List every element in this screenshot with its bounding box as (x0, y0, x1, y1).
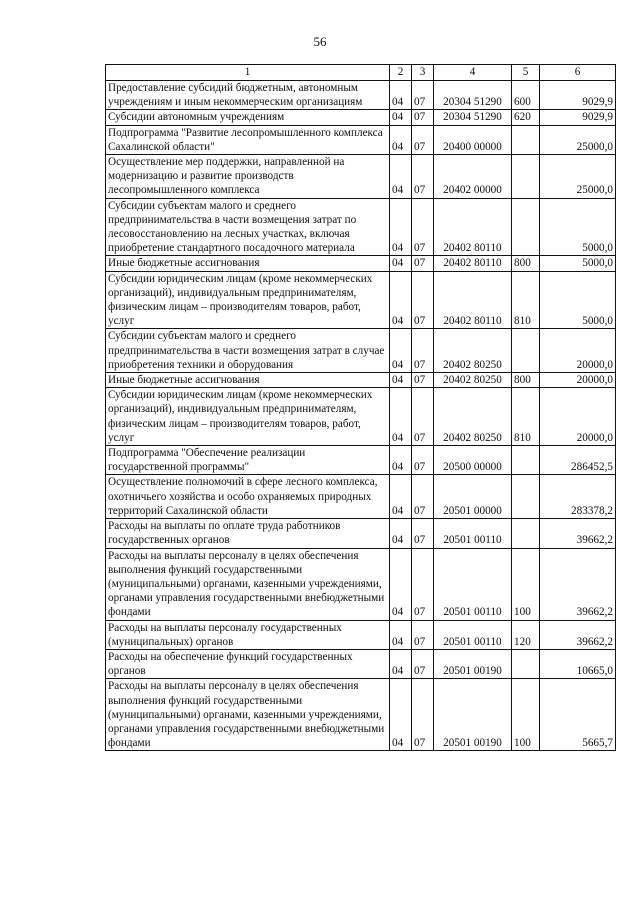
table-row (106, 548, 616, 620)
target-article-code: 20402 00000 (434, 155, 512, 199)
section-code: 04 (390, 329, 412, 373)
subsection-code: 07 (412, 649, 434, 678)
target-article-code: 20402 80110 (434, 198, 512, 256)
row-name: Субсидии юридическим лицам (кроме некоммерческих организаций), индивидуальным предпринимателям, физическим лицам – производителям товаров, работ, услуг (106, 271, 390, 329)
expense-type-code: 810 (512, 388, 540, 446)
amount: 5665,7 (540, 679, 616, 751)
table-row (106, 475, 616, 519)
target-article-code: 20400 00000 (434, 125, 512, 154)
amount: 10665,0 (540, 649, 616, 678)
target-article-code: 20501 00000 (434, 475, 512, 519)
section-code: 04 (390, 125, 412, 154)
section-code: 04 (390, 373, 412, 388)
row-name: Субсидии автономным учреждениям (106, 110, 390, 125)
table-row (106, 125, 616, 154)
section-code: 04 (390, 446, 412, 475)
table-row (106, 81, 616, 110)
subsection-code: 07 (412, 373, 434, 388)
table-row (106, 198, 616, 256)
amount: 39662,2 (540, 548, 616, 620)
subsection-code: 07 (412, 125, 434, 154)
row-name: Подпрограмма "Обеспечение реализации государственной программы" (106, 446, 390, 475)
row-name: Осуществление полномочий в сфере лесного комплекса, охотничьего хозяйства и особо охраняемых природных территорий Сахалинской области (106, 475, 390, 519)
expense-type-code (512, 155, 540, 199)
subsection-code: 07 (412, 548, 434, 620)
subsection-code: 07 (412, 519, 434, 548)
amount: 20000,0 (540, 388, 616, 446)
target-article-code: 20500 00000 (434, 446, 512, 475)
target-article-code: 20304 51290 (434, 81, 512, 110)
section-code: 04 (390, 198, 412, 256)
target-article-code: 20402 80110 (434, 271, 512, 329)
target-article-code: 20501 00190 (434, 679, 512, 751)
target-article-code: 20402 80110 (434, 256, 512, 271)
table-row (106, 329, 616, 373)
subsection-code: 07 (412, 155, 434, 199)
section-code: 04 (390, 271, 412, 329)
row-name: Расходы на выплаты персоналу государственных (муниципальных) органов (106, 620, 390, 649)
column-header-6: 6 (540, 65, 616, 81)
column-header-1: 1 (106, 65, 390, 81)
target-article-code: 20501 00110 (434, 519, 512, 548)
row-name: Расходы на выплаты персоналу в целях обеспечения выполнения функций государственными (муниципальными) органами, казенными учреждениями, органами управления государственными внебюджетными фондами (106, 679, 390, 751)
amount: 25000,0 (540, 155, 616, 199)
table-row (106, 271, 616, 329)
subsection-code: 07 (412, 329, 434, 373)
amount: 286452,5 (540, 446, 616, 475)
section-code: 04 (390, 256, 412, 271)
subsection-code: 07 (412, 620, 434, 649)
amount: 5000,0 (540, 256, 616, 271)
table-row (106, 620, 616, 649)
expense-type-code: 100 (512, 548, 540, 620)
amount: 25000,0 (540, 125, 616, 154)
column-header-4: 4 (434, 65, 512, 81)
subsection-code: 07 (412, 446, 434, 475)
table-row (106, 110, 616, 125)
amount: 9029,9 (540, 81, 616, 110)
target-article-code: 20501 00110 (434, 620, 512, 649)
row-name: Осуществление мер поддержки, направленной на модернизацию и развитие производств лесопромышленного комплекса (106, 155, 390, 199)
table-body (106, 81, 616, 751)
expense-type-code (512, 198, 540, 256)
target-article-code: 20501 00110 (434, 548, 512, 620)
column-header-5: 5 (512, 65, 540, 81)
row-name: Расходы на выплаты персоналу в целях обеспечения выполнения функций государственными (муниципальными) органами, казенными учреждениями, органами управления государственными внебюджетными фондами (106, 548, 390, 620)
row-name: Субсидии субъектам малого и среднего предпринимательства в части возмещения затрат по лесовосстановлению на лесных участках, включая приобретение стандартного посадочного материала (106, 198, 390, 256)
expense-type-code: 810 (512, 271, 540, 329)
target-article-code: 20402 80250 (434, 329, 512, 373)
expense-type-code: 620 (512, 110, 540, 125)
amount: 39662,2 (540, 519, 616, 548)
section-code: 04 (390, 620, 412, 649)
table-row (106, 649, 616, 678)
expense-type-code: 800 (512, 256, 540, 271)
subsection-code: 07 (412, 81, 434, 110)
expense-type-code (512, 446, 540, 475)
expense-type-code (512, 125, 540, 154)
subsection-code: 07 (412, 256, 434, 271)
row-name: Расходы на выплаты по оплате труда работников государственных органов (106, 519, 390, 548)
subsection-code: 07 (412, 271, 434, 329)
expense-type-code (512, 519, 540, 548)
target-article-code: 20402 80250 (434, 373, 512, 388)
section-code: 04 (390, 81, 412, 110)
amount: 20000,0 (540, 373, 616, 388)
table-row (106, 519, 616, 548)
row-name: Субсидии субъектам малого и среднего предпринимательства в части возмещения затрат в случае приобретения техники и оборудования (106, 329, 390, 373)
column-header-3: 3 (412, 65, 434, 81)
section-code: 04 (390, 388, 412, 446)
section-code: 04 (390, 649, 412, 678)
table-header (106, 65, 616, 81)
table-row (106, 446, 616, 475)
expense-type-code: 120 (512, 620, 540, 649)
expense-type-code (512, 329, 540, 373)
section-code: 04 (390, 679, 412, 751)
row-name: Иные бюджетные ассигнования (106, 256, 390, 271)
subsection-code: 07 (412, 198, 434, 256)
section-code: 04 (390, 519, 412, 548)
expense-type-code (512, 475, 540, 519)
page-number: 56 (313, 34, 327, 49)
amount: 9029,9 (540, 110, 616, 125)
section-code: 04 (390, 155, 412, 199)
expense-type-code: 100 (512, 679, 540, 751)
amount: 20000,0 (540, 329, 616, 373)
target-article-code: 20501 00190 (434, 649, 512, 678)
amount: 283378,2 (540, 475, 616, 519)
subsection-code: 07 (412, 475, 434, 519)
subsection-code: 07 (412, 110, 434, 125)
target-article-code: 20304 51290 (434, 110, 512, 125)
row-name: Подпрограмма "Развитие лесопромышленного комплекса Сахалинской области" (106, 125, 390, 154)
expense-type-code (512, 649, 540, 678)
target-article-code: 20402 80250 (434, 388, 512, 446)
section-code: 04 (390, 110, 412, 125)
table-row (106, 155, 616, 199)
row-name: Субсидии юридическим лицам (кроме некоммерческих организаций), индивидуальным предпринимателям, физическим лицам – производителям товаров, работ, услуг (106, 388, 390, 446)
table-row (106, 679, 616, 751)
expense-type-code: 600 (512, 81, 540, 110)
row-name: Предоставление субсидий бюджетным, автономным учреждениям и иным некоммерческим организациям (106, 81, 390, 110)
table-row (106, 373, 616, 388)
section-code: 04 (390, 475, 412, 519)
expense-type-code: 800 (512, 373, 540, 388)
subsection-code: 07 (412, 679, 434, 751)
amount: 39662,2 (540, 620, 616, 649)
row-name: Иные бюджетные ассигнования (106, 373, 390, 388)
budget-table (105, 64, 616, 751)
amount: 5000,0 (540, 198, 616, 256)
column-header-2: 2 (390, 65, 412, 81)
amount: 5000,0 (540, 271, 616, 329)
table-row (106, 388, 616, 446)
header-row (106, 65, 616, 81)
table-row (106, 256, 616, 271)
subsection-code: 07 (412, 388, 434, 446)
section-code: 04 (390, 548, 412, 620)
row-name: Расходы на обеспечение функций государственных органов (106, 649, 390, 678)
